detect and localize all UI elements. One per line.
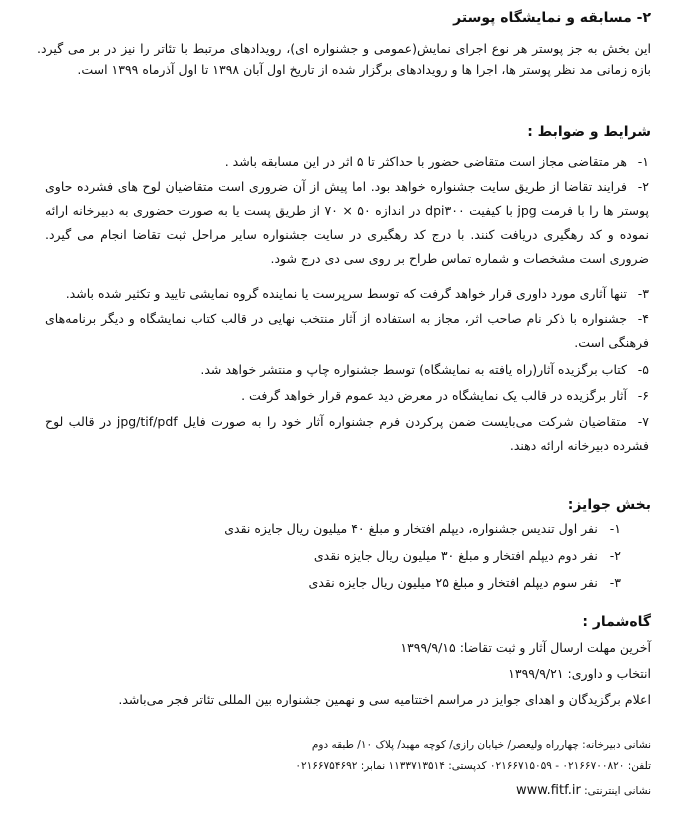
timeline-deadline: آخرین مهلت ارسال آثار و ثبت تقاضا: ۱۳۹۹/۹/۱۵ (400, 640, 651, 655)
rule-number: ۳- (637, 286, 649, 301)
rule-item-6 (45, 384, 649, 408)
timeline-announcement: اعلام برگزیدگان و اهدای جوایز در مراسم اختتامیه سی و نهمین جشنواره بین المللی تئاتر فجر می‌باشد. (118, 692, 651, 707)
prize-item-1 (224, 521, 621, 537)
prizes-heading: بخش جوایز: (567, 497, 651, 513)
section-intro: این بخش به جز پوستر هر نوع اجرای نمایش(عمومی و جشنواره ای)، رویدادهای مرتبط با تئاتر را نیز در بر می گیرد. بازه زمانی مد نظر پوستر ها، اجرا ها و رویدادهای برگزار شده از تاریخ اول آبان ۱۳۹۸ تا اول آذرماه ۱۳۹۹ است. (37, 41, 651, 77)
rule-item-7 (45, 410, 649, 458)
prize-number: ۲- (609, 548, 621, 563)
rule-number: ۵- (637, 362, 649, 377)
rule-number: ۶- (637, 388, 649, 403)
rule-item-3 (45, 282, 649, 306)
rule-text: آثار برگزیده در قالب یک نمایشگاه در معرض دید عموم قرار خواهد گرفت . (241, 388, 627, 403)
rule-number: ۷- (637, 414, 649, 429)
rule-text: جشنواره با ذکر نام صاحب اثر، مجاز به استفاده از آثار منتخب نهایی در قالب کتاب نمایشگاه و دیگر برنامه‌های فرهنگی است. (45, 311, 649, 350)
prize-text: نفر دوم دیپلم افتخار و مبلغ ۳۰ میلیون ریال جایزه نقدی (313, 548, 598, 563)
section-title: ۲- مسابقه و نمایشگاه پوستر (453, 10, 651, 26)
contact-address: نشانی دبیرخانه: چهارراه ولیعصر/ خیابان رازی/ کوچه مهبد/ پلاک ۱۰/ طبقه دوم (311, 739, 651, 751)
rule-item-4 (45, 307, 649, 355)
rule-text: هر متقاضی مجاز است متقاضی حضور با حداکثر تا ۵ اثر در این مسابقه باشد . (224, 154, 627, 169)
prize-item-3 (309, 575, 621, 591)
rule-item-5 (45, 358, 649, 382)
rules-heading: شرایط و ضوابط : (527, 124, 651, 140)
prize-item-2 (314, 548, 621, 564)
timeline-judging: انتخاب و داوری: ۱۳۹۹/۹/۲۱ (508, 666, 651, 681)
website-link[interactable]: www.fitf.ir (515, 783, 581, 798)
rule-item-1 (45, 150, 649, 174)
contact-phones: تلفن: ۰۲۱۶۶۷۰۰۸۲۰ - ۰۲۱۶۶۷۱۵۰۵۹ کدپستی: ۱۱۳۳۷۱۳۵۱۴ نمابر: ۰۲۱۶۶۷۵۴۶۹۲ (295, 760, 651, 772)
prize-text: نفر سوم دیپلم افتخار و مبلغ ۲۵ میلیون ریال جایزه نقدی (308, 575, 598, 590)
rule-text: متقاضیان شرکت می‌بایست ضمن پرکردن فرم جشنواره آثار خود را به صورت فایل jpg/tif/pdf در قالب لوح فشرده دبیرخانه ارائه دهند. (45, 414, 649, 453)
prize-number: ۱- (609, 521, 621, 536)
contact-web (516, 783, 651, 798)
prize-text: نفر اول تندیس جشنواره، دیپلم افتخار و مبلغ ۴۰ میلیون ریال جایزه نقدی (224, 521, 598, 536)
rule-number: ۱- (637, 154, 649, 169)
rule-item-2 (45, 175, 649, 271)
rule-text: فرایند تقاضا از طریق سایت جشنواره خواهد بود. اما پیش از آن ضروری است متقاضیان لوح های فشرده حاوی پوستر ها را با فرمت jpg با کیفیت dpi۳۰۰ در اندازه ۵۰ × ۷۰ از طریق پست یا به صورت حضوری به دبیرخانه ارائه نموده و کد رهگیری دریافت کنند. با درج کد رهگیری در سایت جشنواره سایر مراحل ثبت تقاضا انجام می گیرد. ضروری است مشخصات و شماره تماس طراح بر روی سی دی درج شود. (45, 179, 649, 266)
rule-number: ۲- (637, 179, 649, 194)
web-label: نشانی اینترنتی: (584, 785, 651, 797)
timeline-heading: گاه‌شمار : (582, 614, 651, 630)
rule-text: کتاب برگزیده آثار(راه یافته به نمایشگاه) توسط جشنواره چاپ و منتشر خواهد شد. (200, 362, 627, 377)
rule-number: ۴- (637, 311, 649, 326)
rule-text: تنها آثاری مورد داوری قرار خواهد گرفت که توسط سرپرست یا نماینده گروه نمایشی تایید و تکثیر شده باشد. (65, 286, 627, 301)
prize-number: ۳- (609, 575, 621, 590)
